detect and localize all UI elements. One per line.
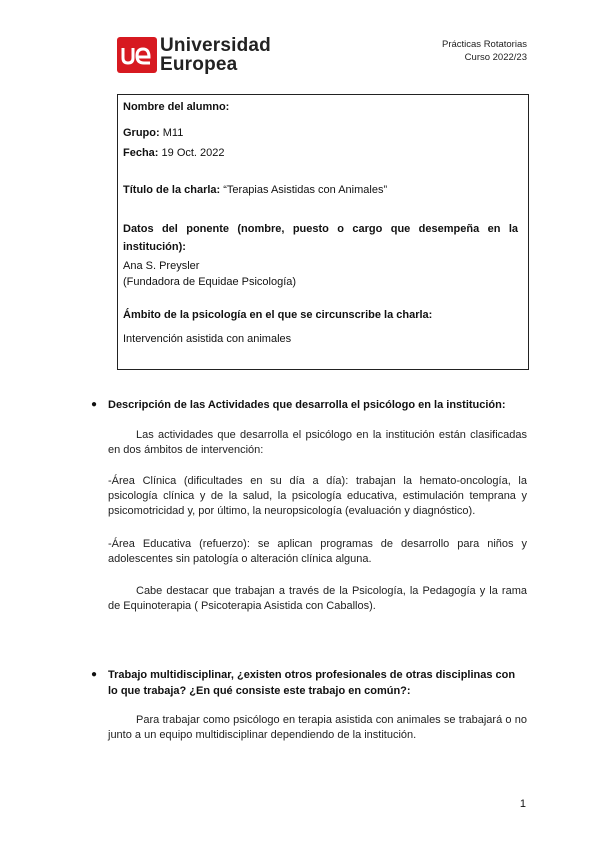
course-info: [442, 38, 527, 64]
date-label: Fecha:: [123, 147, 159, 159]
section-1-paragraph-3: -Área Educativa (refuerzo): se aplican programas de desarrollo para niños y adolescentes sin patología o alteración clínica alguna.: [108, 538, 527, 565]
section-2-paragraph-1: Para trabajar como psicólogo en terapia asistida con animales se trabajará o no junto a un equipo multidisciplinar dependiendo de la institución.: [108, 714, 527, 741]
speaker-label-line1: Datos del ponente (nombre, puesto o cargo que desempeña en la: [123, 223, 518, 235]
speaker-name: Ana S. Preysler: [123, 260, 200, 272]
group-label: Grupo:: [123, 127, 160, 139]
section-2-title: Trabajo multidisciplinar, ¿existen otros profesionales de otras disciplinas con lo que trabaja? ¿En qué consiste este trabajo en común?:: [108, 669, 516, 697]
speaker-role: (Fundadora de Equidae Psicología): [123, 276, 297, 288]
talk-title-value: “Terapias Asistidas con Animales”: [223, 184, 388, 196]
university-logo: [117, 36, 271, 74]
date-value: 19 Oct. 2022: [161, 147, 225, 159]
section-1-paragraph-4: Cabe destacar que trabajan a través de la Psicología, la Pedagogía y la rama de Equinoterapia ( Psicoterapia Asistida con Caballos).: [108, 585, 527, 612]
ue-logo-icon: [117, 37, 157, 73]
bullet-icon: ●: [91, 669, 98, 680]
scope-label: Ámbito de la psicología en el que se circunscribe la charla:: [123, 309, 433, 321]
university-name: [160, 36, 271, 74]
bullet-icon: ●: [91, 399, 98, 410]
brand-line-1: Universidad: [160, 35, 271, 56]
group-value: M11: [162, 127, 184, 139]
group-row: [123, 126, 518, 140]
page-number: 1: [519, 798, 526, 810]
section-1-title: Descripción de las Actividades que desarrolla el psicólogo en la institución:: [108, 399, 506, 411]
course-title: Prácticas Rotatorias: [441, 39, 527, 50]
date-row: [123, 146, 518, 160]
speaker-label-line2: institución):: [123, 241, 186, 253]
section-1-paragraph-2: -Área Clínica (dificultades en su día a día): trabajan la hemato-oncología, la psicología clínica y de la salud, la psicología educativa, estimulación temprana y psicomotricidad y, por último, la neuropsicología (evaluación y diagnóstico).: [108, 475, 527, 517]
course-year: Curso 2022/23: [464, 52, 527, 63]
section-1-paragraph-1: Las actividades que desarrolla el psicólogo en la institución están clasificadas en dos ámbitos de intervención:: [108, 429, 527, 456]
student-name-label: Nombre del alumno:: [123, 101, 230, 113]
talk-title-row: [123, 183, 518, 197]
brand-line-2: Europea: [160, 54, 238, 75]
student-info-box: [117, 94, 529, 370]
scope-value: Intervención asistida con animales: [123, 333, 292, 345]
talk-title-label: Título de la charla:: [123, 184, 221, 196]
